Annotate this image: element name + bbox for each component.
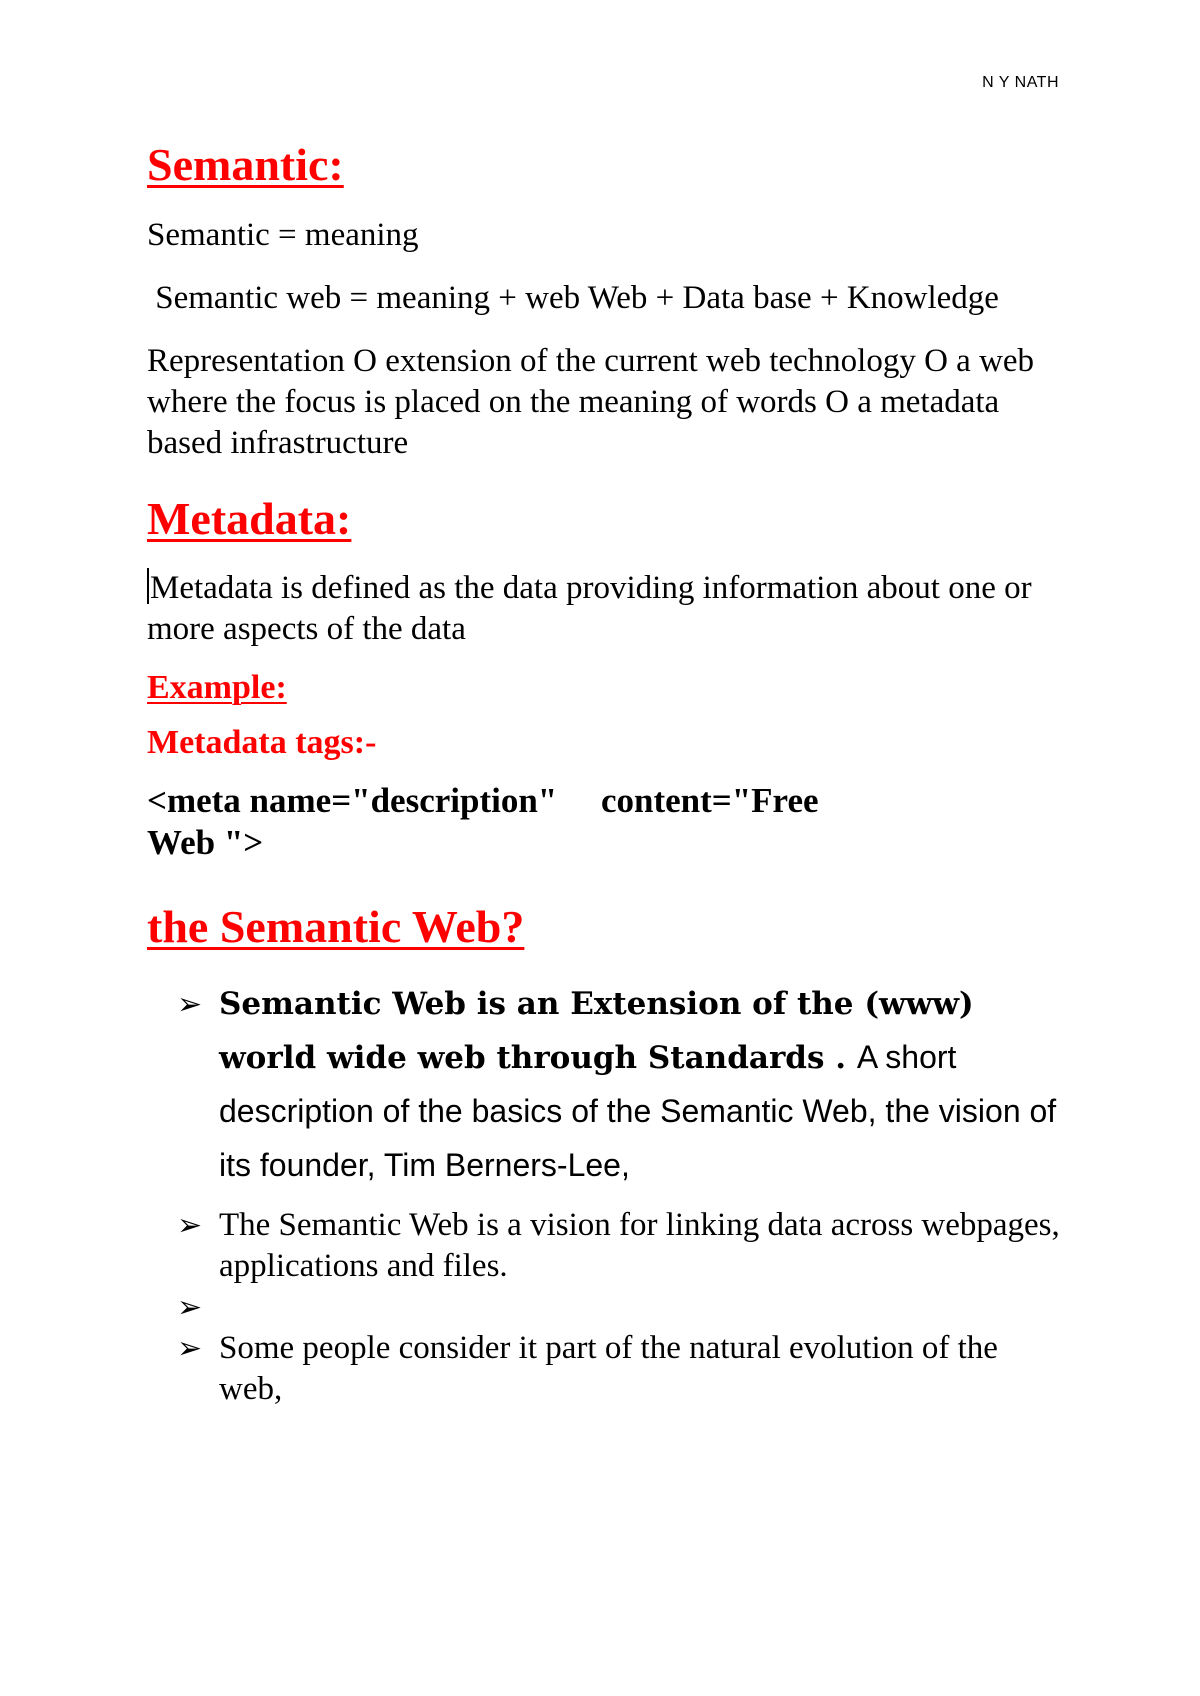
- metadata-tags-label: Metadata tags:-: [147, 723, 377, 761]
- metadata-definition-text: Metadata is defined as the data providing information about one or more aspects of the data: [147, 570, 1032, 648]
- example-label: Example:: [147, 669, 287, 707]
- document-body: [147, 140, 1067, 1410]
- meta-tag-code-line1: <meta name="description" content="Free: [147, 780, 819, 820]
- meta-tag-code-line2: Web ">: [147, 822, 264, 862]
- semantic-line3: Representation O extension of the current web technology O a web where the focus is placed on the meaning of words O a metadata based infrastructure: [147, 342, 1035, 461]
- list-item: [147, 978, 1067, 1193]
- heading-semantic-web: the Semantic Web?: [147, 900, 525, 952]
- semantic-line2: Semantic web = meaning + web Web + Data base + Knowledge: [147, 279, 999, 316]
- metadata-definition: [147, 568, 1067, 650]
- list-item: [147, 1287, 1067, 1328]
- arrow-bullet-icon: ➢: [177, 1290, 203, 1326]
- list-item: [147, 1328, 1067, 1410]
- text-cursor: [147, 568, 149, 604]
- list-item: [147, 1205, 1067, 1287]
- heading-metadata: Metadata:: [147, 492, 352, 544]
- bullet1-text: A short description of the basics of the Semantic Web, the vision of its founder, Tim Berners-Lee,: [219, 1039, 1057, 1184]
- arrow-bullet-icon: ➢: [177, 1331, 203, 1367]
- header-author: N Y NATH: [982, 74, 1059, 91]
- bullet1-bold-text: Semantic Web is an Extension of the (www) world wide web through Standards .: [219, 986, 974, 1077]
- heading-semantic: Semantic:: [147, 139, 344, 190]
- bullet4-text: Some people consider it part of the natural evolution of the web,: [219, 1330, 998, 1408]
- semantic-web-bullet-list: [147, 978, 1067, 1410]
- arrow-bullet-icon: ➢: [177, 987, 203, 1023]
- bullet2-text: The Semantic Web is a vision for linking data across webpages, applications and files.: [219, 1207, 1060, 1285]
- semantic-line1: Semantic = meaning: [147, 216, 419, 253]
- arrow-bullet-icon: ➢: [177, 1208, 203, 1244]
